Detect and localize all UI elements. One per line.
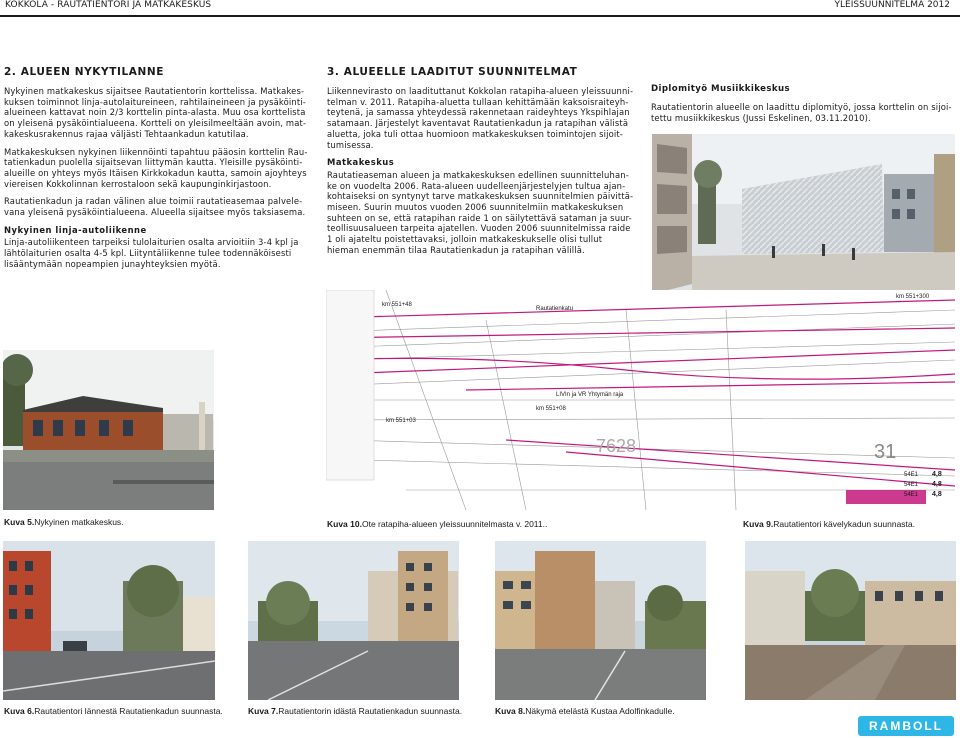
diploma-rendering-image (652, 134, 955, 294)
caption-kuva-10-text: Ote ratapiha-alueen yleissuunnitelmasta v. 2011.. (361, 519, 548, 529)
header-title: KOKKOLA - RAUTATIENTORI JA MATKAKESKUS (5, 0, 212, 10)
caption-kuva-9-number: Kuva 9. (743, 519, 774, 529)
kustaa-adolfinkatu-photo (495, 541, 706, 700)
map-rail-label-2: 54E1 (904, 482, 919, 488)
map-km-label-3: km 551+08 (536, 406, 566, 412)
caption-kuva-6 (4, 706, 223, 716)
caption-kuva-8 (495, 706, 675, 716)
diploma-title: Diplomityö Musiikkikeskus (651, 84, 791, 94)
caption-kuva-10-number: Kuva 10. (327, 519, 362, 529)
section-2-paragraph-2: Matkakeskuksen nykyinen liikennöinti tapahtuu pääosin korttelin Rau-tatienkadun puolella sijaitsevan liittymän kautta. Yleisille pysäköinti-alueille on yhteys myös Itäisen Kirkkokadun kautta, samoin ajoyhteys viereisen Kokkolinnan kerrostaloon sekä kaupunginkirjastoon. (4, 146, 308, 189)
section-2-paragraph-4: Linja-autoliikenteen tarpeiksi tulolaiturien osalta arvioitiin 3-4 kpl ja lähtölaiturien osalta 4-5 kpl. Liityntäliikenne tulee todennäköisesti lisääntymään nopeampien junayhteyksien myötä. (4, 237, 299, 269)
header-rule (0, 15, 960, 17)
caption-kuva-8-number: Kuva 8. (495, 706, 526, 716)
caption-kuva-9 (743, 519, 915, 529)
map-track-number: 31 (874, 441, 897, 463)
caption-kuva-6-number: Kuva 6. (4, 706, 35, 716)
section-2-paragraph-1: Nykyinen matkakeskus sijaitsee Rautatientorin korttelissa. Matkakes-kuksen toiminnot linja-autolaitureineen, rahtilaineineen ja pysäköinti-alueineen kattavat noin 2/3 korttelin pinta-alasta. Muu osa korttelista on yleisenä pysäköintialueena. Kortteli on yleisilmeeltään avoin, mat-kakeskusrakennus rajaa väljästi Tehtaankadun katutilaa. (4, 86, 307, 139)
caption-kuva-5-number: Kuva 5. (4, 517, 35, 527)
caption-kuva-5 (4, 517, 124, 527)
caption-kuva-7 (248, 706, 462, 716)
map-plot-number: 7628 (596, 436, 637, 456)
page-header (0, 0, 960, 14)
map-value-1: 4,8 (932, 471, 942, 478)
rail-yard-plan-drawing (326, 290, 955, 510)
map-lines-label: LIVIn ja VR Yhtymän raja (556, 392, 624, 398)
map-km-label-2: km 551+03 (386, 418, 416, 424)
section-2-subtitle: Nykyinen linja-autoliikenne (4, 224, 147, 235)
section-3-body (327, 86, 635, 263)
header-document: YLEISSUUNNITELMA 2012 (834, 0, 950, 10)
caption-kuva-5-text: Nykyinen matkakeskus. (34, 517, 124, 527)
diploma-text: Rautatientorin alueelle on laadittu diplomityö, jossa korttelin on sijoi-tettu musiikkikeskus (Jussi Eskelinen, 03.11.2010). (651, 102, 952, 123)
caption-kuva-10 (327, 519, 547, 529)
map-value-2: 4,8 (932, 481, 942, 488)
section-3-paragraph-1: Liikennevirasto on laadituttanut Kokkolan ratapiha-alueen yleissuunni-telman v. 2011. Ratapiha-aluetta tullaan kehittämään kaksoisraiteyh-teytenä, ja samassa yhteydessä rakennetaan raideyhteys Ykspihlajan satamaan. Järjestelyt kaventavat Rautatienkadun ja ratapihan välistä aluetta, joka tuli ottaa huomioon matkakeskuksen toimintojen sijoit-tumisessa. (327, 86, 634, 150)
map-rail-label-3: 54E1 (904, 492, 919, 498)
caption-kuva-8-text: Näkymä etelästä Kustaa Adolfinkadulle. (525, 706, 675, 716)
section-2-body (4, 86, 310, 277)
caption-kuva-7-text: Rautatientorin idästä Rautatienkadun suunnasta. (278, 706, 463, 716)
rautatientori-east-photo (248, 541, 459, 700)
map-street-label: Rautatienkatu (536, 306, 574, 312)
rautatientori-west-photo (3, 541, 215, 700)
map-km-label-1: km 551+48 (382, 302, 412, 308)
current-travel-centre-photo (3, 350, 214, 510)
section-2-title: 2. ALUEEN NYKYTILANNE (4, 66, 165, 78)
map-value-3: 4,8 (932, 491, 942, 498)
caption-kuva-7-number: Kuva 7. (248, 706, 279, 716)
caption-kuva-9-text: Rautatientori kävelykadun suunnasta. (773, 519, 916, 529)
section-3-paragraph-2: Rautatieaseman alueen ja matkakeskuksen edellinen suunnitteluhan-ke on vuodelta 2006. Rata-alueen uudelleenjärjestelyjen tultua ajan-kohtaiseksi on syntynyt tarve matkakeskuksen suunnitelmien päivittä-miseen. Suurin muutos vuoden 2006 suunnitelmiin matkakeskuksen suhteen on se, että ratapihan raide 1 on säilytettävä sataman ja suur-teollisuusalueen tarpeita ajatellen. Vuoden 2006 suunnitelmissa raide 1 oli ajateltu poistettavaksi, jolloin matkakeskukselle olisi tullut hieman enemmän tilaa Rautatienkadun ja ratapihan välillä. (327, 169, 634, 255)
section-3-title: 3. ALUEELLE LAADITUT SUUNNITELMAT (327, 66, 578, 78)
section-3-subtitle: Matkakeskus (327, 157, 395, 168)
ramboll-logo-text: RAMBOLL (869, 719, 943, 733)
section-2-paragraph-3: Rautatienkadun ja radan välinen alue toimii rautatieasemaa palvele-vana yleisenä pysäköintialueena. Alueella sijaitsee myös taksiasema. (4, 196, 306, 218)
caption-kuva-6-text: Rautatientori lännestä Rautatienkadun suunnasta. (34, 706, 223, 716)
ramboll-logo (858, 716, 954, 736)
rautatientori-walkway-photo (745, 541, 956, 700)
map-km-label-4: km 551+300 (896, 294, 930, 300)
map-rail-label-1: 54E1 (904, 472, 919, 478)
